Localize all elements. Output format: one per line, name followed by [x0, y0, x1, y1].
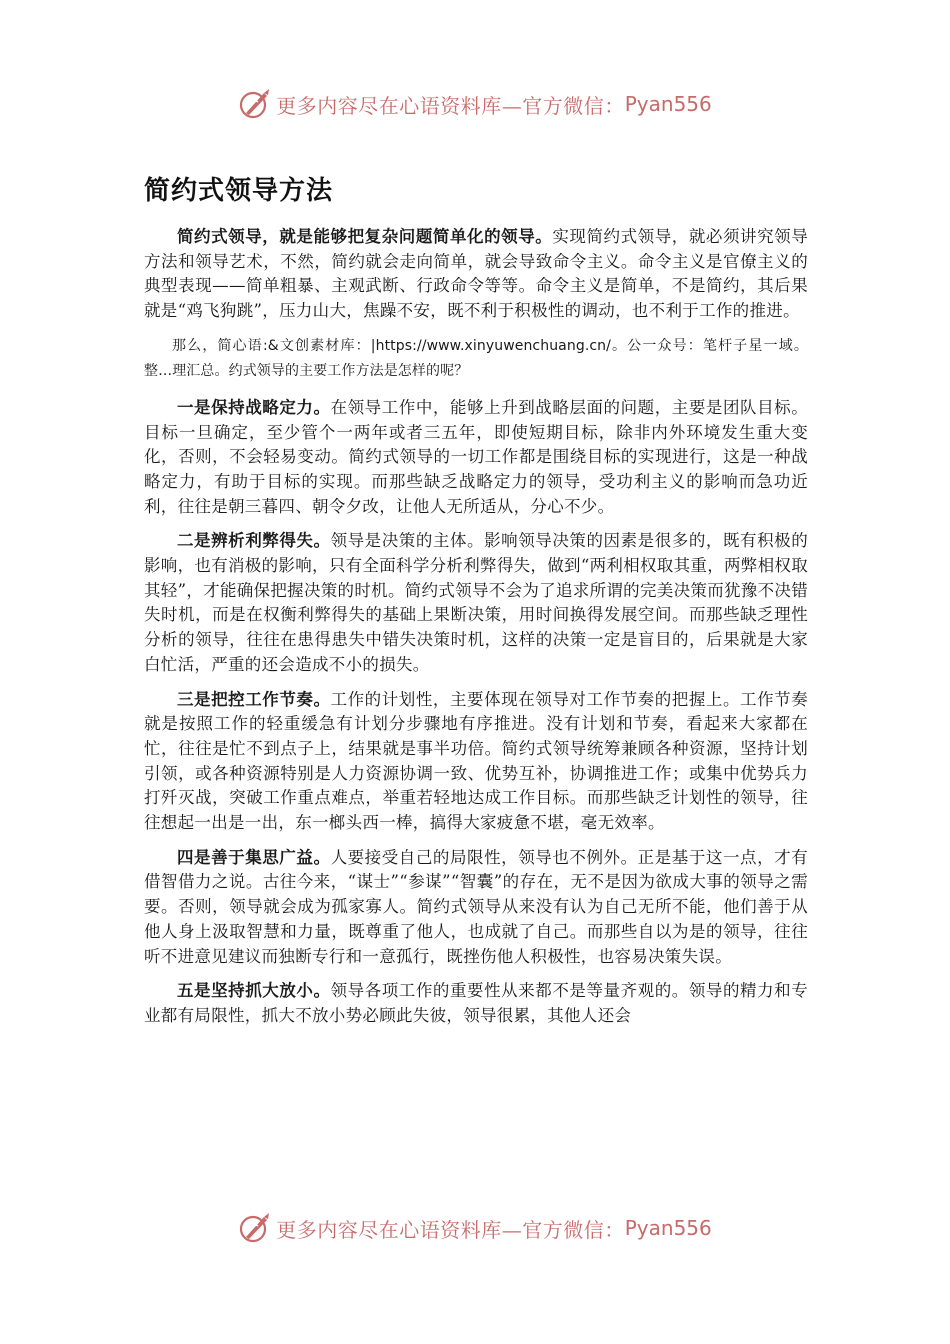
paragraph-point-3	[144, 688, 808, 836]
banner-text: 更多内容尽在心语资料库—官方微信：	[276, 1217, 625, 1242]
paragraph-body: 实现简约式领导，就必须讲究领导方法和领导艺术，不然，简约就会走向简单，就会导致命令主义。命令主义是官僚主义的典型表现——简单粗暴、主观武断、行政命令等等。命令主义是简单，不是简约，其后果就是“鸡飞狗跳”，压力山大，焦躁不安，既不利于积极性的调动，也不利于工作的推进。	[144, 227, 808, 321]
quill-pen-icon	[238, 87, 272, 121]
quill-pen-icon	[238, 1211, 272, 1245]
paragraph-lead: 五是坚持抓大放小。	[177, 981, 331, 1001]
paragraph-point-5	[144, 979, 808, 1028]
paragraph-body: 领导各项工作的重要性从来都不是等量齐观的。领导的精力和专业都有局限性，抓大不放小势必顾此失彼，领导很累，其他人还会	[144, 981, 809, 1025]
wechat-id: Pyan556	[624, 92, 712, 116]
paragraph-lead: 一是保持战略定力。	[177, 397, 331, 417]
document-body	[144, 170, 808, 1039]
paragraph-lead: 简约式领导，就是能够把复杂问题简单化的领导。	[177, 227, 553, 246]
banner-text: 更多内容尽在心语资料库—官方微信：	[276, 93, 625, 118]
paragraph-lead: 二是辨析利弊得失。	[177, 531, 331, 551]
wechat-id: Pyan556	[624, 1216, 712, 1240]
paragraph-point-2	[144, 529, 808, 677]
header-banner	[0, 84, 950, 124]
paragraph-body: 在领导工作中，能够上升到战略层面的问题，主要是团队目标。目标一旦确定，至少管个一两年或者三五年，即使短期目标，除非内外环境发生重大变化，否则，不会轻易变动。简约式领导的一切工作都是围绕目标的实现进行，这是一种战略定力，有助于目标的实现。而那些缺乏战略定力的领导，受功利主义的影响而急功近利，往往是朝三暮四、朝令夕改，让他人无所适从，分心不少。	[144, 397, 809, 516]
paragraph-point-1	[144, 396, 808, 520]
paragraph-point-4	[144, 846, 808, 970]
paragraph-transition	[144, 334, 808, 384]
paragraph-intro	[144, 225, 808, 324]
paragraph-body: 领导是决策的主体。影响领导决策的因素是很多的，既有积极的影响，也有消极的影响，只有全面科学分析利弊得失，做到“两利相权取其重，两弊相权取其轻”，才能确保把握决策的时机。简约式领导不会为了追求所谓的完美决策而犹豫不决错失时机，而是在权衡利弊得失的基础上果断决策，用时间换得发展空间。而那些缺乏理性分析的领导，往往在患得患失中错失决策时机，这样的决策一定是盲目的，后果就是大家白忙活，严重的还会造成不小的损失。	[144, 531, 809, 674]
paragraph-lead: 四是善于集思广益。	[177, 847, 331, 867]
paragraph-lead: 三是把控工作节奏。	[177, 689, 331, 709]
paragraph-body: 那么，简心语:&文创素材库：|https://www.xinyuwenchuang.cn/。公一众号：笔杆子星一域。整…理汇总。约式领导的主要工作方法是怎样的呢？	[144, 337, 808, 379]
footer-banner	[0, 1208, 950, 1248]
document-title: 简约式领导方法	[144, 176, 334, 206]
paragraph-body: 工作的计划性，主要体现在领导对工作节奏的把握上。工作节奏就是按照工作的轻重缓急有计划分步骤地有序推进。没有计划和节奏，看起来大家都在忙，往往是忙不到点子上，结果就是事半功倍。简约式领导统筹兼顾各种资源，坚持计划引领，或各种资源特别是人力资源协调一致、优势互补，协调推进工作；或集中优势兵力打歼灭战，突破工作重点难点，举重若轻地达成工作目标。而那些缺乏计划性的领导，往往想起一出是一出，东一榔头西一棒，搞得大家疲惫不堪，毫无效率。	[144, 689, 809, 833]
paragraph-body: 人要接受自己的局限性，领导也不例外。正是基于这一点，才有借智借力之说。古往今来，“谋士”“参谋”“智囊”的存在，无不是因为欲成大事的领导之需要。否则，领导就会成为孤家寡人。简约式领导从来没有认为自己无所不能，他们善于从他人身上汲取智慧和力量，既尊重了他人，也成就了自己。而那些自以为是的领导，往往听不进意见建议而独断专行和一意孤行，既挫伤他人积极性，也容易决策失误。	[144, 847, 809, 966]
